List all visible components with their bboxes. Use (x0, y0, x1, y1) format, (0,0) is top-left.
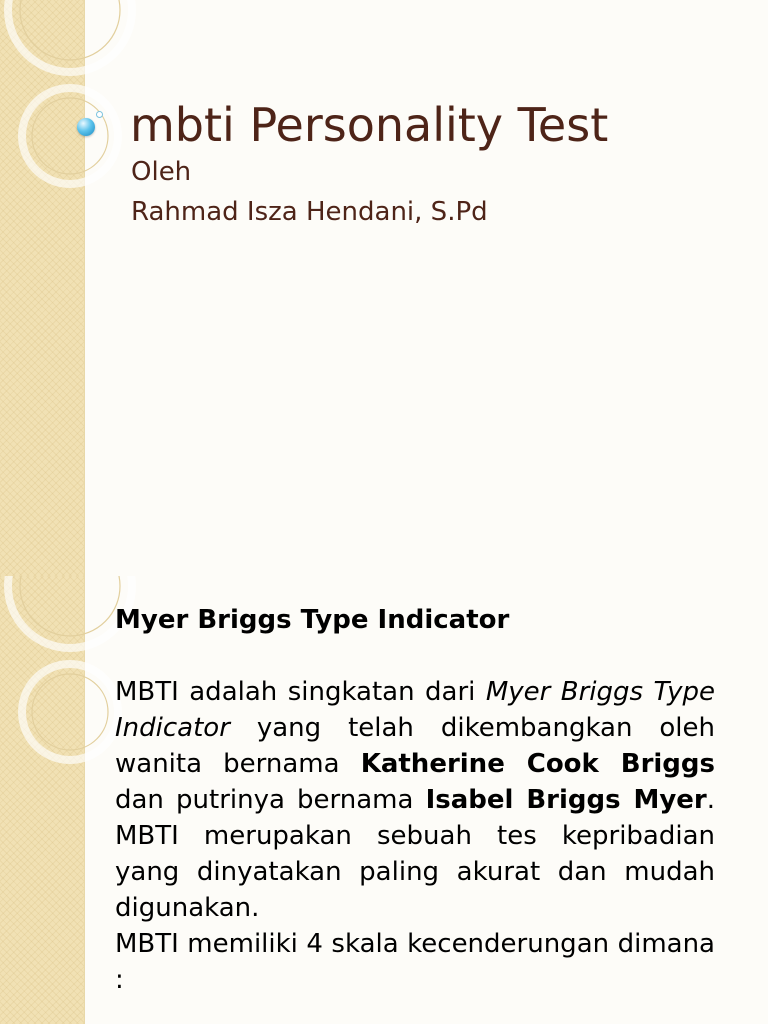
mbti-description (115, 674, 715, 926)
subtitle-author: Rahmad Isza Hendani, S.Pd (131, 197, 488, 227)
blue-orb-icon (77, 118, 95, 136)
small-orb-icon (96, 111, 103, 118)
mbti-scales-intro: MBTI memiliki 4 skala kecenderungan dimana : (115, 929, 715, 995)
bold-name-katherine: Katherine Cook Briggs (360, 749, 715, 779)
text-run: . MBTI merupakan sebuah tes kepribadian yang dinyatakan paling akurat dan mudah digunakan. (115, 785, 716, 923)
italic-term: Myer Briggs Type Indicator (115, 677, 715, 743)
circle-ornament-icon (0, 0, 200, 576)
content-slide (0, 576, 768, 1024)
content-body (115, 602, 715, 998)
text-run: dan putrinya bernama (115, 785, 426, 815)
slide-title: mbti Personality Test (130, 98, 609, 152)
text-run: MBTI adalah singkatan dari (115, 677, 486, 707)
subtitle-by: Oleh (131, 157, 192, 187)
text-run: yang telah dikembangkan oleh wanita bernama (115, 713, 715, 779)
bold-name-isabel: Isabel Briggs Myer (425, 785, 707, 815)
section-heading: Myer Briggs Type Indicator (115, 605, 510, 635)
